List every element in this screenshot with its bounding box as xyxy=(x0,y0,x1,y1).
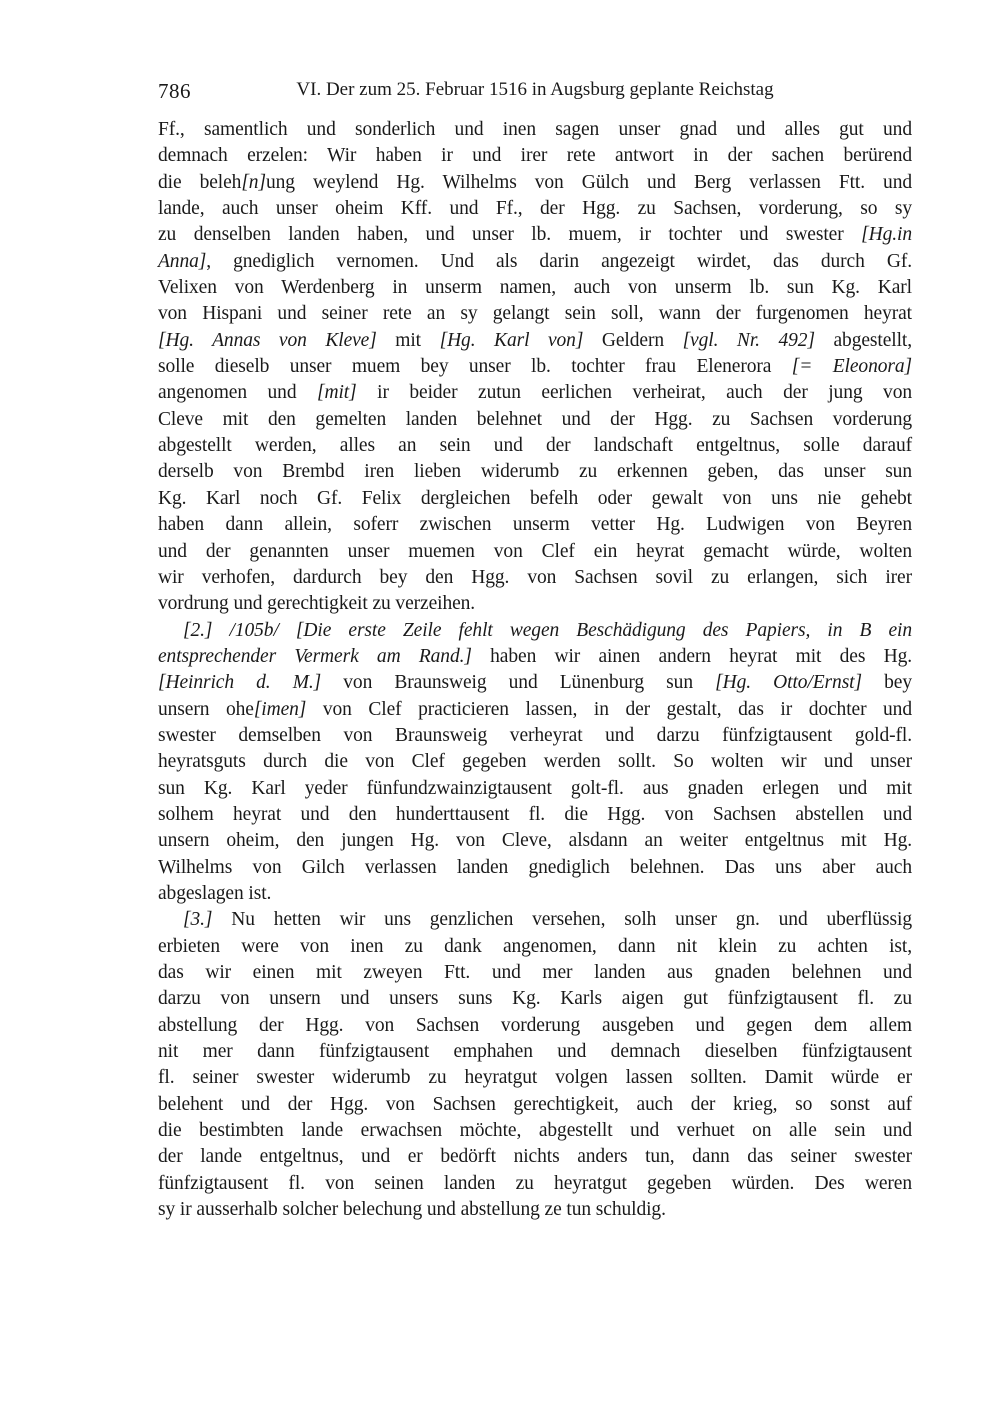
text-segment: abgestellt, xyxy=(814,329,913,351)
text-segment: , gnediglich vernomen. Und als darin angezeigt wirdet, das durch Gf. xyxy=(206,250,912,272)
editorial-insertion: [Heinrich d. M.] xyxy=(158,672,322,694)
text-segment: von Braunsweig und Lünenburg sun xyxy=(321,672,716,694)
text-segment: demnach erzelen: Wir haben ir und irer rete antwort in der sachen berürend xyxy=(158,145,912,167)
text-line xyxy=(158,1092,912,1118)
text-segment: angenomen und xyxy=(158,382,317,404)
text-segment: Velixen von Werdenberg in unserm namen, auch von unserm lb. sun Kg. Karl xyxy=(158,277,912,299)
text-segment: abgeslagen ist. xyxy=(158,882,272,904)
editorial-insertion: entsprechender Vermerk am Rand.] xyxy=(158,645,472,667)
text-segment: sun Kg. Karl yeder fünfundzwainzigtausent golt-fl. aus gnaden erlegen und mit xyxy=(158,777,912,799)
text-line xyxy=(158,170,912,196)
editorial-insertion: [Hg. Otto/Ernst] xyxy=(715,672,862,694)
text-segment: der lande entgeltnus, und er bedörft nichts anders tun, dann das seiner swester xyxy=(158,1146,912,1168)
text-line xyxy=(158,301,912,327)
text-segment: ung weylend Hg. Wilhelms von Gülch und Berg verlassen Ftt. und xyxy=(265,171,913,193)
text-line xyxy=(158,117,912,143)
text-line xyxy=(158,881,912,907)
text-line xyxy=(158,196,912,222)
text-line xyxy=(158,565,912,591)
text-line xyxy=(158,275,912,301)
text-line xyxy=(158,618,912,644)
text-segment: derselb von Brembd iren lieben widerumb zu erkennen geben, das unser sun xyxy=(158,461,912,483)
text-line xyxy=(158,143,912,169)
text-line xyxy=(158,828,912,854)
text-line xyxy=(158,354,912,380)
text-segment: ir beider zutun eerlichen verheirat, auch der jung von xyxy=(356,382,912,404)
text-line xyxy=(158,539,912,565)
text-segment: wir verhofen, dardurch bey den Hgg. von Sachsen sovil zu erlangen, sich irer xyxy=(158,566,912,588)
text-line xyxy=(158,1013,912,1039)
text-line xyxy=(158,380,912,406)
text-segment: Wilhelms von Gilch verlassen landen gnediglich belehnen. Das uns aber auch xyxy=(158,856,912,878)
text-segment: von Hispani und seiner rete an sy gelangt sein soll, wann der furgenomen heyrat xyxy=(158,303,912,325)
text-line xyxy=(158,591,912,617)
text-line xyxy=(158,802,912,828)
text-segment: die bestimbten lande erwachsen möchte, abgestellt und verhuet on alle sein und xyxy=(158,1120,912,1142)
text-line xyxy=(158,407,912,433)
text-segment: abgestellt werden, alles an sein und der landschaft entgeltnus, solle darauf xyxy=(158,435,912,457)
text-line xyxy=(158,1144,912,1170)
editorial-insertion: [n] xyxy=(241,171,266,193)
editorial-insertion: [vgl. Nr. 492] xyxy=(682,329,815,351)
text-segment: Cleve mit den gemelten landen belehnet und der Hgg. zu Sachsen vorderung xyxy=(158,408,912,430)
text-segment: Geldern xyxy=(583,329,683,351)
text-block xyxy=(158,117,912,1223)
text-segment: swester demselben von Braunsweig verheyrat und darzu fünfzigtausent gold-fl. xyxy=(158,724,912,746)
editorial-insertion: [Hg.in xyxy=(861,224,912,246)
text-segment: Kg. Karl noch Gf. Felix dergleichen befelh oder gewalt von uns nie gehebt xyxy=(158,487,912,509)
text-line xyxy=(158,512,912,538)
text-segment: vordrung und gerechtigkeit zu verzeihen. xyxy=(158,593,476,615)
text-segment: fünfzigtausent fl. von seinen landen zu heyratgut gegeben würden. Des weren xyxy=(158,1172,912,1194)
text-segment: darzu von unsern und unsers suns Kg. Karls aigen gut fünfzigtausent fl. zu xyxy=(158,988,912,1010)
text-line xyxy=(158,249,912,275)
page-number: 786 xyxy=(158,79,191,103)
text-line xyxy=(158,1039,912,1065)
text-line xyxy=(158,697,912,723)
editorial-insertion: [Hg. Annas von Kleve] xyxy=(158,329,377,351)
text-segment: von Clef practicieren lassen, in der gestalt, das ir dochter und xyxy=(306,698,912,720)
editorial-insertion: [Hg. Karl von] xyxy=(439,329,584,351)
text-line xyxy=(158,670,912,696)
editorial-insertion: Anna] xyxy=(158,250,207,272)
text-segment: bey xyxy=(862,672,912,694)
text-segment: erbieten were von inen zu dank angenomen, dann nit klein zu achten ist, xyxy=(158,935,912,957)
text-segment: unsern oheim, den jungen Hg. von Cleve, alsdann an weiter entgeltnus mit Hg. xyxy=(158,830,912,852)
running-header: VI. Der zum 25. Februar 1516 in Augsburg geplante Reichstag xyxy=(296,79,774,100)
text-line xyxy=(158,433,912,459)
text-segment: abstellung der Hgg. von Sachsen vorderung ausgeben und gegen dem allem xyxy=(158,1014,912,1036)
text-line xyxy=(158,1118,912,1144)
running-head xyxy=(158,79,912,107)
text-segment: das wir einen mit zweyen Ftt. und mer landen aus gnaden belehnen und xyxy=(158,962,912,983)
text-segment: mit xyxy=(376,329,440,351)
text-line xyxy=(158,459,912,485)
editorial-insertion: [2.] /105b/ [Die erste Zeile fehlt wegen Beschädigung des Papiers, in B ein xyxy=(183,619,912,641)
text-segment: sy ir ausserhalb solcher belechung und abstellung ze tun schuldig. xyxy=(158,1199,666,1221)
text-line xyxy=(158,776,912,802)
text-line xyxy=(158,486,912,512)
text-segment: lande, auch unser oheim Kff. und Ff., der Hgg. zu Sachsen, vorderung, so sy xyxy=(158,198,912,220)
text-line xyxy=(158,934,912,960)
text-segment: Ff., samentlich und sonderlich und inen sagen unser gnad und alles gut und xyxy=(158,119,912,140)
text-line xyxy=(158,960,912,986)
text-segment: solhem heyrat und den hunderttausent fl. die Hgg. von Sachsen abstellen und xyxy=(158,803,912,825)
text-segment: solle dieselb unser muem bey unser lb. tochter frau Elenerora xyxy=(158,356,792,378)
text-segment: haben dann allein, soferr zwischen unserm vetter Hg. Ludwigen von Beyren xyxy=(158,514,912,536)
text-line xyxy=(158,749,912,775)
editorial-insertion: [mit] xyxy=(317,382,357,404)
text-segment: und der genannten unser muemen von Clef ein heyrat gemacht würde, wolten xyxy=(158,540,912,562)
text-segment: fl. seiner swester widerumb zu heyratgut volgen lassen sollten. Damit würde er xyxy=(158,1067,912,1089)
text-line xyxy=(158,723,912,749)
editorial-insertion: [3.] xyxy=(183,909,213,931)
text-segment: nit mer dann fünfzigtausent emphahen und demnach dieselben fünfzigtausent xyxy=(158,1041,912,1063)
editorial-insertion: [imen] xyxy=(253,698,307,720)
text-segment: haben wir ainen andern heyrat mit des Hg. xyxy=(471,645,913,667)
editorial-insertion: [= Eleonora] xyxy=(791,356,912,378)
text-line xyxy=(158,644,912,670)
text-line xyxy=(158,986,912,1012)
text-segment: heyratsguts durch die von Clef gegeben werden sollt. So wolten wir und unser xyxy=(158,751,912,773)
text-line xyxy=(158,1065,912,1091)
text-line xyxy=(158,1171,912,1197)
text-segment: unsern ohe xyxy=(158,698,254,720)
text-line xyxy=(158,855,912,881)
text-line xyxy=(158,222,912,248)
text-segment: belehent und der Hgg. von Sachsen gerechtigkeit, auch der krieg, so sonst auf xyxy=(158,1093,912,1115)
text-segment: die beleh xyxy=(158,171,242,193)
text-line xyxy=(158,1197,912,1223)
text-line xyxy=(158,328,912,354)
text-segment: Nu hetten wir uns genzlichen versehen, solh unser gn. und uberflüssig xyxy=(212,909,912,931)
text-segment: zu denselben landen haben, und unser lb. muem, ir tochter und swester xyxy=(158,224,862,246)
text-line xyxy=(158,907,912,933)
